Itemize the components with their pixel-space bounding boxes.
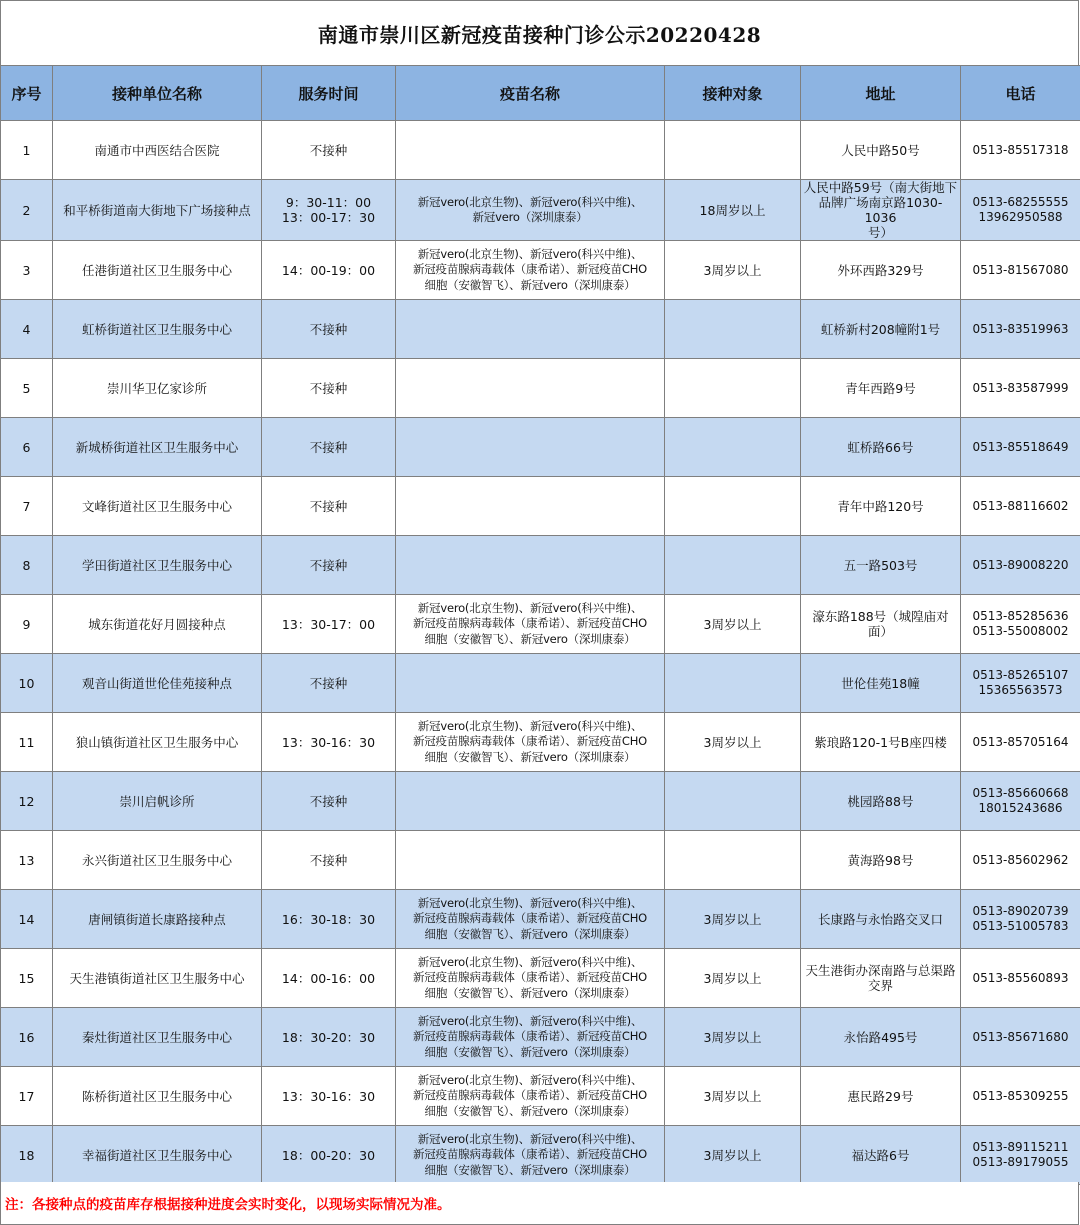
cell-seq (1, 949, 53, 1008)
cell-seq (1, 595, 53, 654)
cell-vaccine-names (396, 418, 665, 477)
cell-target-group (665, 949, 801, 1008)
cell-vaccine-names (396, 595, 665, 654)
cell-service-time-text: 13：30-16：30 (281, 1088, 376, 1104)
cell-service-time (262, 890, 396, 949)
cell-seq-text: 8 (22, 557, 31, 573)
table-row (1, 772, 1080, 831)
cell-unit-name (53, 180, 262, 241)
table-row (1, 300, 1080, 359)
cell-service-time-text: 9：30-11：00 13：00-17：30 (281, 195, 376, 225)
cell-vaccine-names (396, 180, 665, 241)
cell-service-time-text: 13：30-16：30 (281, 734, 376, 750)
cell-phone-text: 0513-85560893 (972, 970, 1069, 985)
table-row (1, 1067, 1080, 1126)
header-row (1, 66, 1080, 121)
cell-unit-name-text: 崇川华卫亿家诊所 (106, 380, 207, 396)
cell-vaccine-names (396, 1008, 665, 1067)
cell-phone (961, 595, 1080, 654)
cell-unit-name-text: 陈桥街道社区卫生服务中心 (81, 1088, 232, 1104)
cell-seq-text: 12 (18, 793, 35, 809)
cell-address-text: 人民中路59号（南大街地下 品牌广场南京路1030-1036 号） (803, 180, 958, 240)
cell-seq (1, 1008, 53, 1067)
cell-seq-text: 7 (22, 498, 31, 514)
cell-phone-text: 0513-85602962 (972, 852, 1069, 867)
cell-unit-name (53, 595, 262, 654)
cell-target-group-text: 3周岁以上 (703, 970, 762, 986)
table-row (1, 1008, 1080, 1067)
cell-unit-name (53, 890, 262, 949)
cell-unit-name (53, 418, 262, 477)
cell-seq-text: 5 (22, 380, 31, 396)
table-row (1, 949, 1080, 1008)
cell-vaccine-names (396, 359, 665, 418)
cell-target-group (665, 180, 801, 241)
cell-seq (1, 418, 53, 477)
cell-service-time-text: 不接种 (309, 852, 348, 868)
cell-target-group-text: 3周岁以上 (703, 616, 762, 632)
table-row (1, 477, 1080, 536)
cell-vaccine-names (396, 477, 665, 536)
table-row (1, 713, 1080, 772)
cell-service-time-text: 不接种 (309, 793, 348, 809)
cell-address-text: 紫琅路120-1号B座四楼 (814, 734, 947, 750)
table-row (1, 180, 1080, 241)
cell-service-time-text: 14：00-19：00 (281, 262, 376, 278)
cell-seq-text: 14 (18, 911, 35, 927)
cell-phone (961, 536, 1080, 595)
cell-service-time-text: 不接种 (309, 321, 348, 337)
header-time: 服务时间 (262, 66, 396, 121)
cell-target-group-text: 3周岁以上 (703, 734, 762, 750)
cell-service-time (262, 654, 396, 713)
table-row (1, 831, 1080, 890)
cell-target-group (665, 536, 801, 595)
cell-vaccine-names (396, 300, 665, 359)
cell-seq (1, 1067, 53, 1126)
cell-seq-text: 16 (18, 1029, 35, 1045)
cell-service-time-text: 不接种 (309, 380, 348, 396)
cell-phone-text: 0513-85518649 (972, 439, 1069, 454)
cell-phone (961, 180, 1080, 241)
cell-vaccine-names (396, 536, 665, 595)
cell-service-time-text: 不接种 (309, 498, 348, 514)
cell-unit-name-text: 新城桥街道社区卫生服务中心 (75, 439, 239, 455)
cell-address-text: 外环西路329号 (837, 262, 924, 278)
cell-unit-name-text: 和平桥街道南大街地下广场接种点 (63, 202, 251, 218)
cell-target-group (665, 890, 801, 949)
cell-address-text: 虹桥路66号 (847, 439, 914, 455)
cell-vaccine-names (396, 121, 665, 180)
cell-unit-name-text: 幸福街道社区卫生服务中心 (81, 1147, 232, 1163)
cell-service-time (262, 180, 396, 241)
sheet-title: 南通市崇川区新冠疫苗接种门诊公示20220428 (0, 0, 1079, 66)
cell-target-group (665, 595, 801, 654)
header-address: 地址 (801, 66, 961, 121)
cell-phone (961, 418, 1080, 477)
cell-phone (961, 300, 1080, 359)
cell-service-time (262, 1126, 396, 1185)
cell-address (801, 300, 961, 359)
cell-service-time (262, 713, 396, 772)
cell-address-text: 桃园路88号 (847, 793, 914, 809)
cell-phone-text: 0513-83587999 (972, 380, 1069, 395)
cell-seq-text: 10 (18, 675, 35, 691)
table-row (1, 359, 1080, 418)
table-row (1, 595, 1080, 654)
cell-phone (961, 241, 1080, 300)
cell-service-time-text: 13：30-17：00 (281, 616, 376, 632)
cell-address (801, 477, 961, 536)
cell-address-text: 天生港街办深南路与总渠路 交界 (805, 963, 956, 993)
cell-address (801, 536, 961, 595)
cell-unit-name-text: 南通市中西医结合医院 (94, 142, 220, 158)
cell-vaccine-names-text: 新冠vero(北京生物)、新冠vero(科兴中维)、 新冠疫苗腺病毒载体（康希诺）、新冠疫苗CHO 细胞（安徽智飞）、新冠vero（深圳康泰） (412, 1131, 648, 1177)
cell-service-time-text: 18：00-20：30 (281, 1147, 376, 1163)
cell-unit-name (53, 772, 262, 831)
cell-phone (961, 1008, 1080, 1067)
cell-address-text: 虹桥新村208幢附1号 (820, 321, 941, 337)
cell-phone-text: 0513-83519963 (972, 321, 1069, 336)
cell-target-group (665, 418, 801, 477)
cell-seq-text: 17 (18, 1088, 35, 1104)
cell-phone-text: 0513-68255555 13962950588 (972, 195, 1069, 224)
cell-seq-text: 6 (22, 439, 31, 455)
cell-seq (1, 300, 53, 359)
cell-service-time (262, 418, 396, 477)
cell-seq (1, 121, 53, 180)
cell-service-time (262, 1067, 396, 1126)
cell-phone-text: 0513-85660668 18015243686 (972, 786, 1069, 815)
cell-address-text: 长康路与永怡路交叉口 (817, 911, 943, 927)
cell-unit-name-text: 任港街道社区卫生服务中心 (81, 262, 232, 278)
cell-service-time (262, 359, 396, 418)
cell-service-time (262, 831, 396, 890)
cell-target-group (665, 772, 801, 831)
cell-seq (1, 890, 53, 949)
cell-phone (961, 949, 1080, 1008)
cell-address (801, 1126, 961, 1185)
cell-address-text: 黄海路98号 (847, 852, 914, 868)
cell-unit-name-text: 文峰街道社区卫生服务中心 (81, 498, 232, 514)
cell-seq (1, 772, 53, 831)
cell-target-group (665, 654, 801, 713)
cell-phone-text: 0513-88116602 (972, 498, 1069, 513)
cell-vaccine-names (396, 241, 665, 300)
cell-phone (961, 713, 1080, 772)
cell-target-group (665, 1126, 801, 1185)
cell-target-group (665, 241, 801, 300)
cell-target-group (665, 1067, 801, 1126)
cell-phone-text: 0513-85671680 (972, 1029, 1069, 1044)
cell-seq (1, 713, 53, 772)
cell-phone (961, 772, 1080, 831)
cell-address-text: 青年中路120号 (837, 498, 924, 514)
cell-service-time-text: 14：00-16：00 (281, 970, 376, 986)
cell-service-time-text: 16：30-18：30 (281, 911, 376, 927)
cell-service-time (262, 241, 396, 300)
cell-service-time (262, 1008, 396, 1067)
cell-unit-name (53, 121, 262, 180)
cell-service-time-text: 不接种 (309, 675, 348, 691)
table-row (1, 121, 1080, 180)
cell-seq-text: 3 (22, 262, 31, 278)
cell-service-time-text: 不接种 (309, 557, 348, 573)
cell-unit-name (53, 654, 262, 713)
cell-service-time (262, 477, 396, 536)
cell-phone-text: 0513-85517318 (972, 142, 1069, 157)
cell-target-group (665, 121, 801, 180)
cell-phone (961, 477, 1080, 536)
cell-vaccine-names-text: 新冠vero(北京生物)、新冠vero(科兴中维)、 新冠vero（深圳康泰） (417, 194, 643, 224)
cell-unit-name-text: 秦灶街道社区卫生服务中心 (81, 1029, 232, 1045)
header-target: 接种对象 (665, 66, 801, 121)
cell-address (801, 1067, 961, 1126)
cell-phone-text: 0513-89020739 0513-51005783 (972, 904, 1069, 933)
cell-seq (1, 1126, 53, 1185)
cell-address (801, 831, 961, 890)
header-unit: 接种单位名称 (53, 66, 262, 121)
cell-address (801, 1008, 961, 1067)
table-row (1, 1126, 1080, 1185)
table-body (1, 121, 1080, 1185)
cell-seq (1, 180, 53, 241)
cell-address-text: 青年西路9号 (845, 380, 916, 396)
cell-seq (1, 477, 53, 536)
cell-unit-name (53, 1067, 262, 1126)
cell-address (801, 359, 961, 418)
table-row (1, 418, 1080, 477)
cell-target-group-text: 3周岁以上 (703, 1088, 762, 1104)
cell-service-time (262, 121, 396, 180)
cell-unit-name (53, 1008, 262, 1067)
cell-unit-name (53, 536, 262, 595)
cell-target-group (665, 300, 801, 359)
cell-target-group-text: 3周岁以上 (703, 1147, 762, 1163)
cell-address (801, 772, 961, 831)
cell-unit-name (53, 300, 262, 359)
cell-address-text: 人民中路50号 (841, 142, 920, 158)
cell-unit-name-text: 虹桥街道社区卫生服务中心 (81, 321, 232, 337)
cell-address (801, 654, 961, 713)
cell-address (801, 949, 961, 1008)
cell-vaccine-names-text: 新冠vero(北京生物)、新冠vero(科兴中维)、 新冠疫苗腺病毒载体（康希诺）、新冠疫苗CHO 细胞（安徽智飞）、新冠vero（深圳康泰） (412, 1072, 648, 1118)
cell-unit-name-text: 狼山镇街道社区卫生服务中心 (75, 734, 239, 750)
cell-unit-name-text: 崇川启帆诊所 (119, 793, 195, 809)
cell-phone (961, 359, 1080, 418)
cell-seq (1, 831, 53, 890)
cell-vaccine-names (396, 772, 665, 831)
cell-address-text: 惠民路29号 (847, 1088, 914, 1104)
cell-vaccine-names (396, 949, 665, 1008)
cell-unit-name (53, 713, 262, 772)
footnote: 注：各接种点的疫苗库存根据接种进度会实时变化，以现场实际情况为准。 (0, 1182, 1079, 1225)
cell-phone (961, 1067, 1080, 1126)
cell-seq-text: 11 (18, 734, 35, 750)
cell-unit-name (53, 359, 262, 418)
cell-target-group-text: 18周岁以上 (699, 202, 766, 218)
cell-service-time-text: 不接种 (309, 439, 348, 455)
cell-phone-text: 0513-85705164 (972, 734, 1069, 749)
cell-service-time (262, 595, 396, 654)
cell-address (801, 595, 961, 654)
cell-address (801, 121, 961, 180)
table-row (1, 241, 1080, 300)
cell-unit-name (53, 949, 262, 1008)
cell-phone-text: 0513-81567080 (972, 262, 1069, 277)
cell-phone (961, 654, 1080, 713)
cell-phone (961, 831, 1080, 890)
cell-service-time-text: 不接种 (309, 142, 348, 158)
cell-address (801, 241, 961, 300)
cell-unit-name-text: 唐闸镇街道长康路接种点 (88, 911, 226, 927)
cell-seq-text: 4 (22, 321, 31, 337)
cell-seq-text: 1 (22, 142, 31, 158)
cell-unit-name-text: 城东街道花好月圆接种点 (88, 616, 226, 632)
table-row (1, 654, 1080, 713)
cell-address-text: 永怡路495号 (843, 1029, 918, 1045)
cell-vaccine-names-text: 新冠vero(北京生物)、新冠vero(科兴中维)、 新冠疫苗腺病毒载体（康希诺）、新冠疫苗CHO 细胞（安徽智飞）、新冠vero（深圳康泰） (412, 600, 648, 646)
cell-seq-text: 9 (22, 616, 31, 632)
cell-vaccine-names-text: 新冠vero(北京生物)、新冠vero(科兴中维)、 新冠疫苗腺病毒载体（康希诺）、新冠疫苗CHO 细胞（安徽智飞）、新冠vero（深圳康泰） (412, 718, 648, 764)
cell-phone-text: 0513-89008220 (972, 557, 1069, 572)
cell-phone (961, 121, 1080, 180)
cell-service-time (262, 949, 396, 1008)
cell-target-group-text: 3周岁以上 (703, 911, 762, 927)
cell-address (801, 418, 961, 477)
cell-address-text: 世伦佳苑18幢 (841, 675, 920, 691)
cell-vaccine-names (396, 1126, 665, 1185)
cell-unit-name (53, 831, 262, 890)
cell-target-group-text: 3周岁以上 (703, 262, 762, 278)
cell-unit-name-text: 观音山街道世伦佳苑接种点 (81, 675, 232, 691)
cell-address-text: 五一路503号 (843, 557, 918, 573)
cell-vaccine-names-text: 新冠vero(北京生物)、新冠vero(科兴中维)、 新冠疫苗腺病毒载体（康希诺）、新冠疫苗CHO 细胞（安徽智飞）、新冠vero（深圳康泰） (412, 954, 648, 1000)
cell-address-text: 濠东路188号（城隍庙对 面） (812, 609, 949, 639)
cell-address (801, 180, 961, 241)
cell-seq-text: 13 (18, 852, 35, 868)
header-phone: 电话 (961, 66, 1080, 121)
cell-service-time (262, 772, 396, 831)
table-row (1, 890, 1080, 949)
cell-phone-text: 0513-85285636 0513-55008002 (972, 609, 1069, 638)
clinic-table (0, 65, 1080, 1185)
header-seq: 序号 (1, 66, 53, 121)
cell-vaccine-names (396, 831, 665, 890)
cell-unit-name-text: 天生港镇街道社区卫生服务中心 (69, 970, 245, 986)
cell-unit-name (53, 1126, 262, 1185)
cell-target-group-text: 3周岁以上 (703, 1029, 762, 1045)
cell-service-time (262, 536, 396, 595)
cell-phone (961, 890, 1080, 949)
cell-service-time (262, 300, 396, 359)
cell-target-group (665, 477, 801, 536)
cell-phone-text: 0513-85309255 (972, 1088, 1069, 1103)
cell-target-group (665, 831, 801, 890)
cell-vaccine-names (396, 713, 665, 772)
cell-address (801, 890, 961, 949)
cell-unit-name (53, 477, 262, 536)
cell-address-text: 福达路6号 (851, 1147, 910, 1163)
cell-target-group (665, 713, 801, 772)
cell-address (801, 713, 961, 772)
cell-phone-text: 0513-89115211 0513-89179055 (972, 1140, 1069, 1169)
cell-target-group (665, 359, 801, 418)
cell-phone-text: 0513-85265107 15365563573 (972, 668, 1069, 697)
cell-vaccine-names (396, 654, 665, 713)
cell-vaccine-names-text: 新冠vero(北京生物)、新冠vero(科兴中维)、 新冠疫苗腺病毒载体（康希诺）、新冠疫苗CHO 细胞（安徽智飞）、新冠vero（深圳康泰） (412, 246, 648, 292)
cell-phone (961, 1126, 1080, 1185)
table-row (1, 536, 1080, 595)
cell-vaccine-names-text: 新冠vero(北京生物)、新冠vero(科兴中维)、 新冠疫苗腺病毒载体（康希诺）、新冠疫苗CHO 细胞（安徽智飞）、新冠vero（深圳康泰） (412, 895, 648, 941)
cell-seq-text: 2 (22, 202, 31, 218)
cell-seq (1, 359, 53, 418)
cell-vaccine-names-text: 新冠vero(北京生物)、新冠vero(科兴中维)、 新冠疫苗腺病毒载体（康希诺）、新冠疫苗CHO 细胞（安徽智飞）、新冠vero（深圳康泰） (412, 1013, 648, 1059)
cell-seq (1, 654, 53, 713)
cell-vaccine-names (396, 1067, 665, 1126)
cell-service-time-text: 18：30-20：30 (281, 1029, 376, 1045)
cell-vaccine-names (396, 890, 665, 949)
cell-seq (1, 536, 53, 595)
cell-seq-text: 15 (18, 970, 35, 986)
cell-unit-name (53, 241, 262, 300)
cell-seq-text: 18 (18, 1147, 35, 1163)
cell-unit-name-text: 学田街道社区卫生服务中心 (81, 557, 232, 573)
header-vaccine: 疫苗名称 (396, 66, 665, 121)
cell-unit-name-text: 永兴街道社区卫生服务中心 (81, 852, 232, 868)
cell-target-group (665, 1008, 801, 1067)
cell-seq (1, 241, 53, 300)
